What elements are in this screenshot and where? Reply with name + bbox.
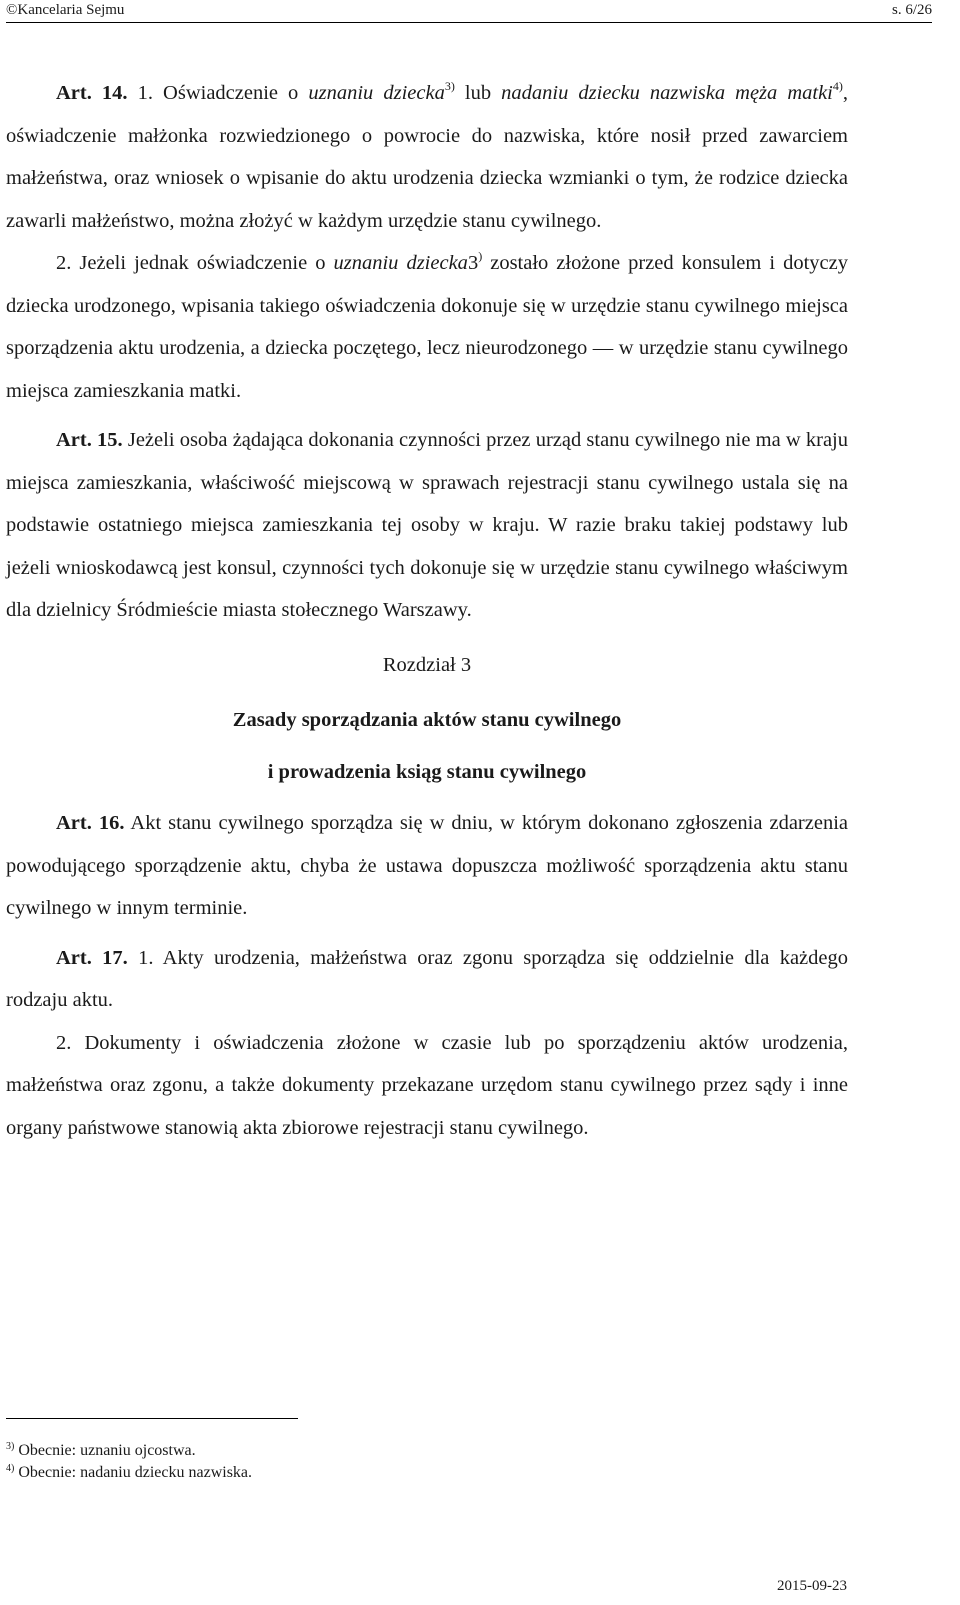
art14-p2-text-1: 2. Jeżeli jednak oświadczenie o — [56, 252, 334, 274]
art14-paragraph-2 — [6, 242, 848, 412]
footnote-text: Obecnie: nadaniu dziecku nazwiska. — [14, 1464, 253, 1481]
art17-p1-text: 1. Akty urodzenia, małżeństwa oraz zgonu sporządza się oddzielnie dla każdego rodzaju aktu. — [6, 946, 848, 1011]
document-body — [6, 72, 848, 1149]
art15-label: Art. 15. — [56, 429, 123, 451]
art14-p2-text-2: 3 — [467, 252, 479, 274]
footnote-ref-3: 3) — [444, 79, 455, 93]
art15-text: Jeżeli osoba żądająca dokonania czynności przez urząd stanu cywilnego nie ma w kraju miejsca zamieszkania, właściwość miejscową w sprawach rejestracji stanu cywilnego ustala się na podstawie ostatniego miejsca zamieszkania tej osoby w kraju. W razie braku takiej podstawy lub jeżeli wnioskodawcą jest konsul, czynności tych dokonuje się w urzędzie stanu cywilnego właściwym dla dzielnicy Śródmieście miasta stołecznego Warszawy. — [6, 429, 848, 621]
header-page-number: s. 6/26 — [891, 2, 932, 18]
art16-label: Art. 16. — [56, 812, 125, 834]
footnote-mark: 3) — [6, 1441, 15, 1452]
chapter-title-line-2: i prowadzenia ksiąg stanu cywilnego — [267, 761, 587, 783]
art15-paragraph — [6, 419, 848, 632]
art14-p1-italic-2: nadaniu dziecku nazwiska męża matki — [501, 82, 833, 104]
art16-paragraph — [6, 802, 848, 930]
art14-label: Art. 14. — [56, 82, 128, 104]
art14-p1-text-1: 1. Oświadczenie o — [127, 82, 309, 104]
footnote-ref-3b: ) — [478, 249, 483, 263]
footnote-text: Obecnie: uznaniu ojcostwa. — [14, 1442, 196, 1459]
chapter-title-line-1: Zasady sporządzania aktów stanu cywilnego — [232, 709, 622, 731]
art17-label: Art. 17. — [56, 946, 128, 969]
art14-p2-text-3: zostało złożone przed konsulem i dotyczy dziecka urodzonego, wpisania takiego oświadczenia dokonuje się w urzędzie stanu cywilnego miejsca sporządzenia aktu urodzenia, a dziecka poczętego, lecz nieurodzonego — w urzędzie stanu cywilnego miejsca zamieszkania matki. — [6, 252, 848, 402]
footer-date: 2015-09-23 — [777, 1578, 847, 1594]
art14-p1-italic-1: uznaniu dziecka — [308, 82, 445, 104]
art14-p2-italic-1: uznaniu dziecka — [333, 252, 468, 274]
art14-p1-text-3: , oświadczenie małżonka rozwiedzionego o powrocie do nazwiska, które nosił przed zawarciem małżeństwa, oraz wniosek o wpisanie do aktu urodzenia dziecka wzmianki o tym, że rodzice dziecka zawarli małżeństwo, można złożyć w każdym urzędzie stanu cywilnego. — [6, 82, 848, 232]
footnotes — [6, 1440, 252, 1484]
footnote-3 — [6, 1440, 252, 1462]
page-header — [6, 0, 932, 23]
art17-paragraph-2: 2. Dokumenty i oświadczenia złożone w czasie lub po sporządzeniu aktów urodzenia, małżeństwa oraz zgonu, a także dokumenty przekazane urzędom stanu cywilnego przez sądy i inne organy państwowe stanowią akta zbiorowe rejestracji stanu cywilnego. — [6, 1031, 848, 1139]
footnote-4 — [6, 1462, 252, 1484]
art17-paragraph-1 — [6, 937, 848, 1022]
header-publisher: ©Kancelaria Sejmu — [6, 2, 125, 18]
art14-p1-text-2: lub — [454, 82, 502, 104]
art16-text: Akt stanu cywilnego sporządza się w dniu, w którym dokonano zgłoszenia zdarzenia powodującego sporządzenie aktu, chyba że ustawa dopuszcza możliwość sporządzenia aktu stanu cywilnego w innym terminie. — [6, 812, 848, 919]
chapter-number: Rozdział 3 — [382, 653, 472, 676]
art14-paragraph-1 — [6, 72, 848, 242]
footnote-separator — [6, 1418, 298, 1419]
footnote-ref-4: 4) — [832, 79, 843, 93]
footnote-mark: 4) — [6, 1463, 15, 1474]
